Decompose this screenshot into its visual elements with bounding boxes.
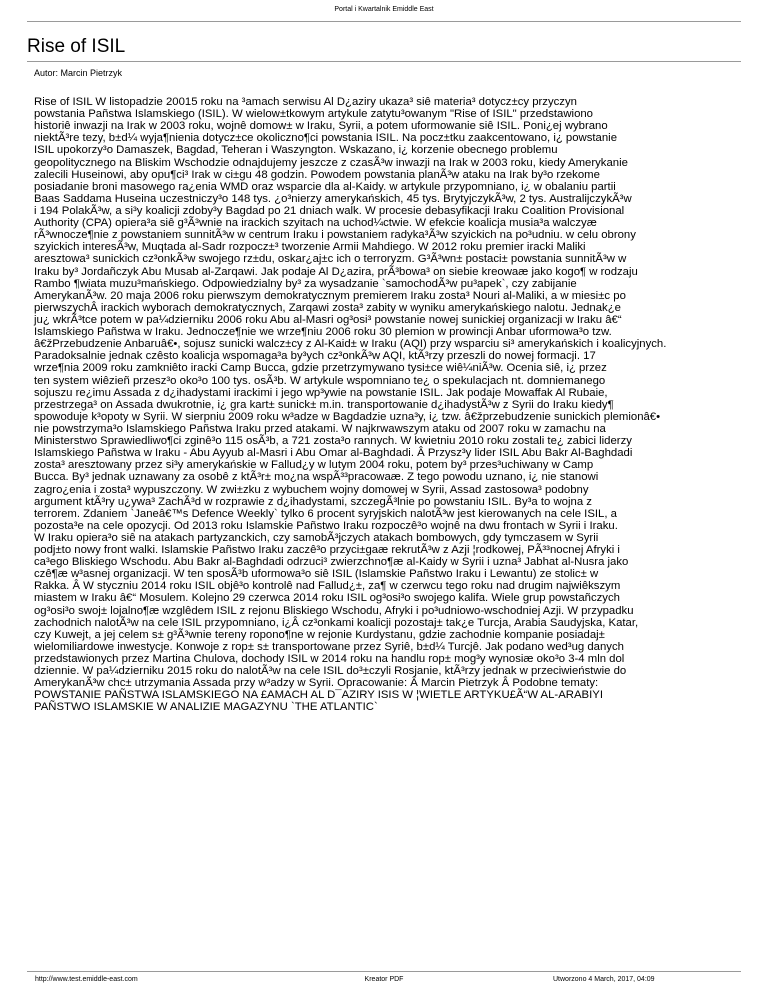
body-line: miastem w Iraku â€“ Mosulem. Kolejno 29 czerwca 2014 roku ISIL og³osi³o swojego kalifa. Wiele grup powstañczych xyxy=(34,592,620,605)
body-line: Authority (CPA) opiera³a siê g³Ã³wnie na irackich szyitach na uchod¼ctwie. W efekcie koalicja musia³a walczyæ xyxy=(34,217,597,230)
body-line: geopolitycznego na Bliskim Wschodzie odnajdujemy jeszcze z czasÃ³w inwazji na Irak w 2003 roku, kiedy Amerykanie xyxy=(34,156,628,169)
body-line: przedstawionych przez Martina Chulova, dochody ISIL w 2014 roku na handlu rop± mog³y wynosiæ oko³o 3-4 mln dol xyxy=(34,653,625,666)
body-line: W Iraku opiera³o siê na atakach partyzanckich, czy samobÃ³jczych atakach bombowych, gdy tymczasem w Syrii xyxy=(34,531,599,544)
body-line: Ministerstwo Sprawiedliwo¶ci zginê³o 115 osÃ³b, a 721 zosta³o rannych. W kwietniu 2010 roku zostali te¿ zabici liderzy xyxy=(34,435,632,448)
body-line: i 194 PolakÃ³w, a si³y koalicji zdoby³y Bagdad po 21 dniach walk. W procesie debasyfikacji Iraku Coalition Provisional xyxy=(34,204,625,217)
body-line: powstania Pañstwa Islamskiego (ISIL). W wielow±tkowym artykule zatytu³owanym "Rise of ISIL" przedstawiono xyxy=(34,108,593,121)
page-header xyxy=(0,6,768,13)
body-line: dziennie. W pa¼dzierniku 2015 roku do nalotÃ³w na cele ISIL do³±czyli Rosjanie, ktÃ³rzy jednak w przeciwieństwie do xyxy=(34,665,627,678)
body-line: PAÑSTWO ISLAMSKIE W ANALIZIE MAGAZYNU `THE ATLANTIC` xyxy=(34,701,378,714)
body-line: wielomiliardowe inwestycje. Konwoje z rop± s± transportowane przez Syriê, b±d¼ Turcjê. Jak podano wed³ug danych xyxy=(34,640,624,653)
body-line: ju¿ wkrÃ³tce potem w pa¼dzierniku 2006 roku Abu al-Masri og³osi³ powstanie nowej sunickiej organizacji w Iraku â€“ xyxy=(34,313,622,326)
body-line: pozosta³e na cele opozycji. Od 2013 roku Islamskie Pañstwo Iraku rozpoczê³o wojnê na dwu frontach w Syrii i Iraku. xyxy=(34,519,618,532)
body-line: spowoduje k³opoty w Syrii. W sierpniu 2009 roku w³adze w Bagdadzie uzna³y, i¿ tzw. â€žprzebudzenie sunickich plemionâ€• xyxy=(34,410,661,423)
body-line: szyickich interesÃ³w, Muqtada al-Sadr rozpocz±³ tworzenie Armii Mahdiego. W 2012 roku premier iracki Maliki xyxy=(34,241,586,254)
body-line: argument ktÃ³ry u¿ywa³ ZachÃ³d w rozprawie z d¿ihadystami, szczegÃ³lnie po powstaniu ISIL. By³a to wojna z xyxy=(34,495,592,508)
body-line: Islamskiego Pañstwa w Iraku. Jednocze¶nie we wrze¶niu 2006 roku 30 plemion w prowincji Anbar uformowa³o tzw. xyxy=(34,326,612,339)
body-line: Rise of ISIL W listopadzie 20015 roku na ³amach serwisu Al D¿aziry ukaza³ siê materia³ dotycz±cy przyczyn xyxy=(34,96,577,108)
body-line: aresztowa³ sunickich cz³onkÃ³w swojego rz±du, oskar¿aj±c ich o terroryzm. G³Ã³wn± postaci± powstania sunnitÃ³w w xyxy=(34,253,627,266)
body-line: â€žPrzebudzenie Anbaruâ€•, sojusz sunicki walcz±cy z Al-Kaid± w Iraku (AQI) przy wsparciu si³ amerykańskich i koalicyjnych. xyxy=(34,338,667,351)
body-line: AmerykanÃ³w. 20 maja 2006 roku pierwszym demokratycznym premierem Iraku zosta³ Nouri al-Maliki, a w miesi±c po xyxy=(34,289,626,302)
title-divider xyxy=(27,61,741,62)
body-line: AmerykanÃ³w chc± utrzymania Assada przy w³adzy w Syrii. Opracowanie: Â Marcin Pietrzyk Â Podobne tematy: xyxy=(34,677,599,690)
body-line: zachodnich nalotÃ³w na cele ISIL przypomniano, i¿Â cz³onkami koalicji pozostaj± tak¿e Turcja, Arabia Saudyjska, Katar, xyxy=(34,616,639,629)
page-footer xyxy=(0,976,768,988)
body-line: Baas Saddama Huseina uczestniczy³o 148 tys. ¿o³nierzy amerykańskich, 45 tys. BrytyjczykÃ³w, 2 tys. AustralijczykÃ³w xyxy=(34,192,632,205)
body-line: Paradoksalnie jednak czêsto koalicja wspomaga³a by³ych cz³onkÃ³w AQI, ktÃ³rzy przeszli do nowej formacji. 17 xyxy=(34,350,596,363)
body-line: rÃ³wnocze¶nie z powstaniem sunnitÃ³w w centrum Iraku i powstaniem radyka³Ã³w szyickich na po³udniu. w celu obrony xyxy=(34,229,636,242)
body-line: czy Kuwejt, a jej celem s± g³Ã³wnie tereny ropono¶ne w rejonie Kurdystanu, gdzie zachodnie kompanie posiadaj± xyxy=(34,628,605,641)
body-line: Rakka. Â W styczniu 2014 roku ISIL objê³o kontrolê nad Fallud¿±, za¶ w czerwcu tego roku nad drugim najwiêkszym xyxy=(34,580,621,593)
body-line: POWSTANIE PAÑSTWA ISLAMSKIEGO NA £AMACH AL D¯AZIRY ISIS W ¦WIETLE ARTYKU£Ã“W AL-ARABIYI xyxy=(34,689,603,702)
body-line: zalecili Huseinowi, aby opu¶ci³ Irak w ci±gu 48 godzin. Powodem powstania planÃ³w ataku na Irak by³o rzekome xyxy=(34,168,600,181)
article-body xyxy=(34,96,744,714)
footer-url-link[interactable]: http://www.test.emiddle-east.com xyxy=(35,976,138,983)
body-line: Islamskiego Pañstwa w Iraku - Abu Ayyub al-Masri i Abu Omar al-Baghdadi. Â Przysz³y lider ISIL Abu Bakr Al-Baghdadi xyxy=(34,447,633,460)
footer-generator: Kreator PDF xyxy=(364,976,404,983)
body-line: zagro¿enia i zosta³ wypuszczony. W zwi±zku z wybuchem wojny domowej w Syrii, Assad zastosowa³ podobny xyxy=(34,483,589,496)
article-title: Rise of ISIL xyxy=(27,36,126,57)
body-line: posiadanie broni masowego ra¿enia WMD oraz wsparcie dla al-Kaidy. w artykule przypomniano, i¿ w obalaniu partii xyxy=(34,180,616,193)
body-line: Iraku by³ Jordañczyk Abu Musab al-Zarqawi. Jak podaje Al D¿azira, prÃ³bowa³ on siebie kreowaæ jako kogo¶ w rodzaju xyxy=(34,265,638,278)
header-divider xyxy=(27,21,741,22)
body-line: pierwszychÂ irackich wyborach demokratycznych, Zarqawi zosta³ zabity w wyniku amerykańskiego nalotu. Jednak¿e xyxy=(34,301,621,314)
article-author: Autor: Marcin Pietrzyk xyxy=(34,68,123,78)
body-line: ca³ego Bliskiego Wschodu. Abu Bakr al-Baghdadi odrzuci³ zwierzchno¶æ al-Kaidy w Syrii i uzna³ Jabhat al-Nusra jako xyxy=(34,556,629,569)
body-line: sojuszu re¿imu Assada z d¿ihadystami irackimi i jego wp³ywie na powstanie ISIL. Jak podaje Mowaffak Al Rubaie, xyxy=(34,386,608,399)
body-line: terrorem. Zdaniem `Janeâ€™s Defence Weekly` tylko 6 procent syryjskich nalotÃ³w jest kierowanych na cele ISIL, a xyxy=(34,507,617,520)
body-line: przestrzega³ on Assada dwukrotnie, i¿ gra kart± sunick± m.in. transportowanie d¿ihadystÃ³w z Syrii do Iraku kiedy¶ xyxy=(34,398,614,411)
body-line: niektÃ³re tezy, b±d¼ wyja¶nienia dotycz±ce okoliczno¶ci powstania ISIL. Na pocz±tku zaakcentowano, i¿ powstanie xyxy=(34,132,618,145)
body-line: Bucca. By³ jednak uznawany za osobê z ktÃ³r± mo¿na wspÃ³³pracowaæ. Z tego powodu uznano, i¿ nie stanowi xyxy=(34,471,599,484)
body-line: ISIL upokorzy³o Damaszek, Bagdad, Teheran i Waszyngton. Wskazano, i¿ korzenie obecnego problemu xyxy=(34,144,558,157)
body-line: podj±to nowy front walki. Islamskie Pañstwo Iraku zaczê³o przyci±gaæ rekrutÃ³w z Azji ¦rodkowej, PÃ³³nocnej Afryki i xyxy=(34,544,620,557)
body-line: czê¶æ w³asnej organizacji. W ten sposÃ³b uformowa³o siê ISIL (Islamskie Pañstwo Iraku i Lewantu) ze stolic± w xyxy=(34,568,599,581)
body-line: Rambo ¶wiata muzu³mańskiego. Odpowiedzialny by³ za wysadzanie `samochodÃ³w pu³apek`, czy zabijanie xyxy=(34,277,577,290)
body-line: historiê inwazji na Irak w 2003 roku, wojnê domow± w Iraku, Syrii, a potem uformowanie siê ISIL. Poni¿ej wybrano xyxy=(34,120,608,133)
footer-created-date: Utworzono 4 March, 2017, 04:09 xyxy=(553,976,655,983)
body-line: og³osi³o swoj± lojalno¶æ wzglêdem ISIL z rejonu Bliskiego Wschodu, Afryki i po³udniowo-wschodniej Azji. W przypadku xyxy=(34,604,634,617)
body-line: wrze¶nia 2009 roku zamkniêto iracki Camp Bucca, gdzie przetrzymywano tysi±ce wiê¼niÃ³w. Ocenia siê, i¿ przez xyxy=(34,362,607,375)
footer-divider xyxy=(27,971,741,972)
body-line: ten system wiêzieñ przesz³o oko³o 100 tys. osÃ³b. W artykule wspomniano te¿ o spekulacjach nt. domniemanego xyxy=(34,374,606,387)
body-line: zosta³ aresztowany przez si³y amerykańskie w Fallud¿y w lutym 2004 roku, potem by³ przes³uchiwany w Camp xyxy=(34,459,594,472)
body-line: nie powstrzyma³o Islamskiego Pañstwa Iraku przed atakami. W najkrwawszym ataku od 2007 roku w zamachu na xyxy=(34,422,606,435)
site-name: Portal i Kwartalnik Emiddle East xyxy=(334,6,434,13)
